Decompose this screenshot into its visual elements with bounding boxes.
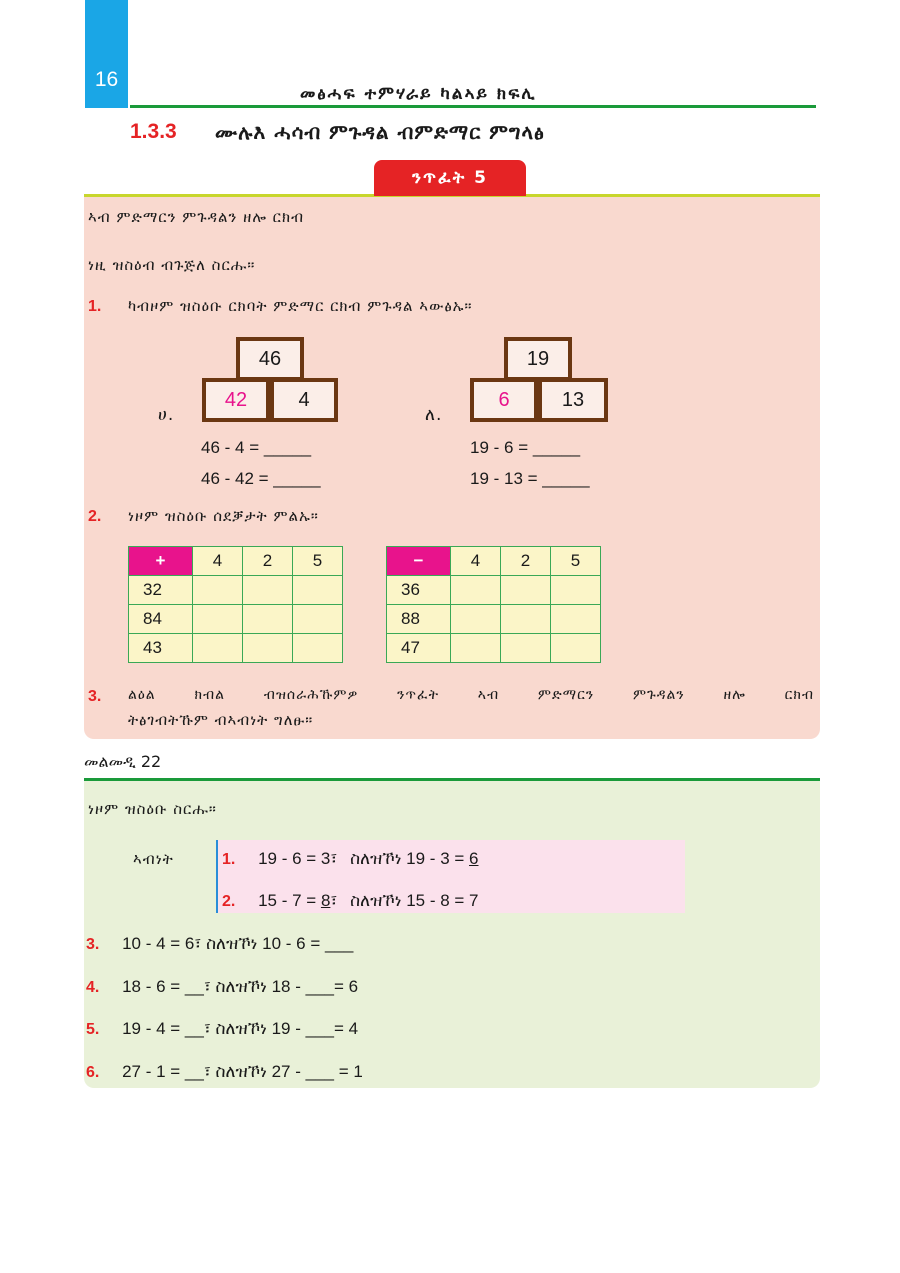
subtraction-row-header: 36 [387,576,451,605]
exercise-item-text: 10 - 4 = 6፣ ስለዝኾነ 10 - 6 = ___ [122,934,354,953]
pyramid-a-top: 46 [236,337,304,381]
subtraction-answer-cell[interactable] [551,634,601,663]
subtraction-answer-cell[interactable] [451,634,501,663]
subtraction-answer-cell[interactable] [451,576,501,605]
example-2-conclusion: ስለዝኾነ 15 - 8 = 7 [350,891,479,910]
example-2-answer: 8 [320,891,331,910]
exercise-item-3 [86,934,353,954]
example-1-equation: 19 - 6 = 3፣ [258,849,338,868]
question-2-text: ነዞም ዝስዕቡ ሰደቓታት ምልኡ። [128,507,319,525]
example-1-conclusion: ስለዝኾነ 19 - 3 = [350,849,470,868]
addition-answer-cell[interactable] [193,576,243,605]
exercise-item-number: 6. [86,1064,100,1081]
subtraction-answer-cell[interactable] [551,605,601,634]
addition-answer-cell[interactable] [293,605,343,634]
pyramid-b-left: 6 [470,378,538,422]
exercise-item-text: 18 - 6 = __፣ ስለዝኾነ 18 - ___= 6 [122,977,359,996]
question-3-line-2: ትፅገብትኹም ብኣብነት ግለፁ። [128,711,314,729]
pyramid-b-equation-1: 19 - 6 = _____ [470,438,581,457]
page-number: 16 [94,68,119,91]
question-2-number: 2. [88,508,102,525]
addition-header-cell: 2 [243,547,293,576]
subtraction-answer-cell[interactable] [451,605,501,634]
question-1-number: 1. [88,298,102,315]
activity-tab: ንጥፈት 5 [374,160,526,196]
minus-sign-cell: − [387,547,451,576]
pyramid-b-right: 13 [538,378,608,422]
exercise-item-number: 4. [86,979,100,996]
addition-row-header: 84 [129,605,193,634]
example-1-number: 1. [222,851,236,868]
plus-sign-cell: + [129,547,193,576]
activity-intro: ኣብ ምድማርን ምጉዳልን ዘሎ ርክብ [88,208,304,226]
exercise-item-text: 27 - 1 = __፣ ስለዝኾነ 27 - ___ = 1 [122,1062,363,1081]
exercise-item-6 [86,1062,363,1082]
subtraction-header-cell: 2 [501,547,551,576]
example-1 [222,849,479,869]
subtraction-answer-cell[interactable] [501,605,551,634]
exercise-label: መልመዲ 22 [84,752,162,771]
question-1-text: ካብዞም ዝስዕቡ ርክባት ምድማር ርክብ ምጉዳል ኣውፅኡ። [128,297,473,315]
addition-row-header: 32 [129,576,193,605]
question-3-number: 3. [88,688,102,705]
addition-answer-cell[interactable] [193,634,243,663]
pyramid-a-right: 4 [270,378,338,422]
addition-answer-cell[interactable] [243,634,293,663]
example-1-answer: 6 [469,849,479,868]
addition-header-cell: 4 [193,547,243,576]
subtraction-answer-cell[interactable] [501,576,551,605]
exercise-item-text: 19 - 4 = __፣ ስለዝኾነ 19 - ___= 4 [122,1019,359,1038]
addition-answer-cell[interactable] [243,576,293,605]
subtraction-row-header: 88 [387,605,451,634]
header-title: መፅሓፍ ተምሃራይ ካልኣይ ክፍሊ [300,84,537,104]
pyramid-a-equation-1: 46 - 4 = _____ [201,438,312,457]
pyramid-b-label: ለ. [425,405,443,425]
subtraction-table [386,546,601,663]
exercise-item-number: 5. [86,1021,100,1038]
example-label: ኣብነት [133,850,174,868]
addition-answer-cell[interactable] [243,605,293,634]
section-number: 1.3.3 [130,120,177,143]
subtraction-header-cell: 5 [551,547,601,576]
header-divider [130,105,816,108]
addition-header-cell: 5 [293,547,343,576]
exercise-item-number: 3. [86,936,100,953]
subtraction-row-header: 47 [387,634,451,663]
subtraction-answer-cell[interactable] [551,576,601,605]
addition-answer-cell[interactable] [293,576,343,605]
section-title: ሙሉእ ሓሳብ ምጉዳል ብምድማር ምግላፅ [215,120,545,144]
addition-table [128,546,343,663]
example-2 [222,891,479,911]
pyramid-b-equation-2: 19 - 13 = _____ [470,469,590,488]
pyramid-a-left: 42 [202,378,270,422]
exercise-instruction: ነዞም ዝስዕቡ ስርሑ። [88,800,217,818]
addition-row-header: 43 [129,634,193,663]
example-2-number: 2. [222,893,236,910]
question-3-line-1: ልዕል ክብል ብዝሰራሕኹምዎ ንጥፈት ኣብ ምድማርን ምጉዳልን ዘሎ ርክብ [128,687,814,703]
activity-instruction: ነዚ ዝስዕብ ብጉጅለ ስርሑ። [88,256,256,274]
pyramid-a-label: ሀ. [158,405,175,425]
example-2-equation: 15 - 7 = [258,891,321,910]
example-2-separator: ፣ [330,891,338,910]
subtraction-header-cell: 4 [451,547,501,576]
addition-answer-cell[interactable] [193,605,243,634]
exercise-item-5 [86,1019,358,1039]
pyramid-b-top: 19 [504,337,572,381]
pyramid-a-equation-2: 46 - 42 = _____ [201,469,321,488]
subtraction-answer-cell[interactable] [501,634,551,663]
exercise-item-4 [86,977,358,997]
addition-answer-cell[interactable] [293,634,343,663]
